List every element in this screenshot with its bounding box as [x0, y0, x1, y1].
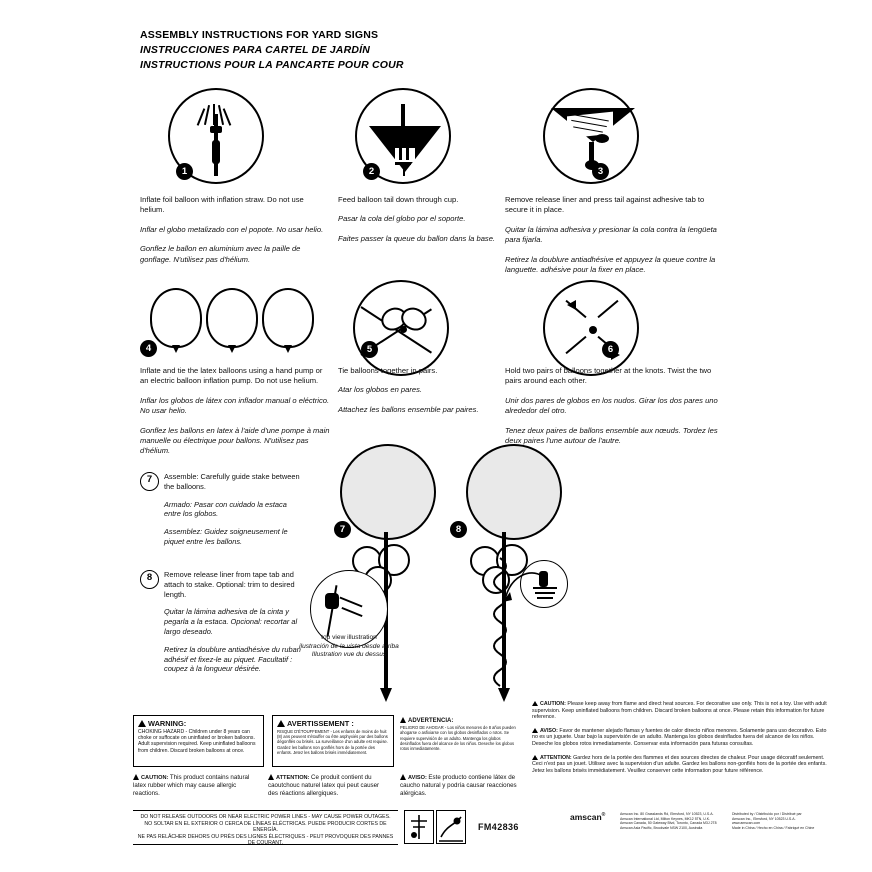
caution-triangle-icon-fr [268, 774, 274, 780]
caution-title-en: CAUTION: [141, 775, 169, 781]
right-aviso-triangle-icon [532, 728, 538, 733]
right-caution-triangle-icon [532, 701, 538, 706]
caution-title-es: AVISO: [408, 775, 427, 781]
electrical-warning-box [133, 810, 398, 845]
step-4-en: Inflate and tie the latex balloons using a hand pump or an electric balloon inflation pump. Do not use helium. [140, 366, 323, 386]
step-1-caption [140, 195, 325, 274]
right-attention-triangle-icon [532, 755, 538, 760]
step-8-es: Quitar la lámina adhesiva de la cinta y pegarla a la estaca. Opcional: recortar al largo deseado. [164, 607, 298, 636]
warning-title-fr: AVERTISSEMENT : [277, 719, 389, 728]
step-5-caption [338, 366, 498, 424]
step-4-es: Inflar los globos de látex con inflador manual o eléctrico. No usar helio. [140, 395, 330, 416]
step-8-caption [164, 570, 304, 682]
latex-balloon-1 [150, 288, 202, 348]
step-2-fr: Faites passer la queue du ballon dans la base. [338, 233, 496, 243]
warning-triangle-icon [138, 720, 146, 727]
assembly-marker-7: 7 [334, 521, 351, 538]
step-7-caption [164, 472, 304, 555]
caution-triangle-icon-en [133, 774, 139, 780]
step-3-illustration [543, 88, 639, 184]
step-1-en: Inflate foil balloon with inflation straw. Do not use helium. [140, 195, 304, 215]
brand-logo [570, 812, 605, 822]
step-6-fr: Tenez deux paires de ballons ensemble aux nœuds. Tordez les deux paires l'une autour de l'autre. [505, 425, 718, 446]
step-4-caption [140, 366, 330, 466]
step-6-es: Unir dos pares de globos en los nudos. Girar los dos pares uno alrededor del otro. [505, 395, 718, 416]
step-7-es: Armado: Pasar con cuidado la estaca entre los globos. [164, 499, 287, 519]
assembly-marker-8: 8 [450, 521, 467, 538]
step-5-illustration [353, 280, 449, 376]
step-8-badge: 8 [140, 570, 159, 589]
brand-name: amscan [570, 812, 602, 822]
warning-box-en [133, 715, 264, 767]
warning-body-en: CHOKING HAZARD - Children under 8 years can choke or suffocate on uninflated or broken balloons. Adult supervision required. Keep uninflated balloons from children. Discard broken balloons at once. [138, 729, 256, 754]
step-1-fr: Gonflez le ballon en aluminium avec la paille de gonflage. N'utilisez pas d'hélium. [140, 244, 301, 264]
right-note-aviso: AVISO: Favor de mantener alejado flamas y fuentes de calor directo niños menores. Solamente para uso decorativo. Esto no es un juguete. Usar bajo la supervisión de un adulto. Mantenga los globos desinflados fuera del alcance de los niños. Deseche los globos rotos inmediatamente. Conservar esta información para futuras consultas. [532, 727, 827, 747]
caution-body-fr: Ce produit contient du caoutchouc naturel latex qui peut causer des réactions allergiques. [268, 774, 380, 798]
top-view-label-es: ilustración de la vista desde arriba [299, 642, 399, 650]
step-6-illustration [543, 280, 639, 376]
warning-title-es: ADVERTENCIA: [400, 716, 518, 725]
step-3-badge: 3 [592, 163, 609, 180]
warning-box-es [400, 716, 518, 751]
caution-fr [268, 773, 390, 799]
step-3-en: Remove release liner and press tail against adhesive tab to secure it in place. [505, 195, 705, 215]
step-7-fr: Assemblez: Guidez soigneusement le piquet entre les ballons. [164, 527, 288, 546]
step-5-es: Atar los globos en pares. [338, 385, 423, 395]
caution-body-es: Este producto contiene látex de caucho natural y podría causar reacciones alérgicas. [400, 774, 517, 798]
step-2-es: Pasar la cola del globo por el soporte. [338, 214, 466, 224]
step-6-en: Hold two pairs of balloons together at the knots. Twist the two pairs around each other. [505, 366, 712, 386]
right-note-caution: CAUTION: Please keep away from flame and direct heat sources. For decorative use only. This is not a toy. Use with adult supervision. Keep uninflated balloons from children. Discard broken balloons at once. Please retain this information for future reference. [532, 701, 827, 721]
step-5-badge: 5 [361, 341, 378, 358]
page-title [140, 28, 660, 73]
warning-triangle-icon-es [400, 717, 406, 723]
caution-title-fr: ATTENTION: [276, 775, 310, 781]
caution-triangle-icon-es [400, 774, 406, 780]
brand-address-right: Distributed by / Distribuido por / Distribué par Amscan Inc., Elmsford, NY 10523 U.S.A. www.amscan.com Made in China / Hecho en China / Fabriqué en Chine [732, 812, 815, 830]
brand-address-left: Amscan Inc. 80 Grasslands Rd, Elmsford, NY 10523, U.S.A. Amscan International Ltd, Milton Keynes, MK12 5TN, U.K. Amscan Canada, 50 Gateway Blvd, Toronto, Canada M3J 2T8 Amscan Asia Pacific, Brookvale NSW 2100, Australia [620, 812, 717, 830]
caution-body-en: This product contains natural latex rubber which may cause allergic reactions. [133, 774, 250, 798]
top-view-label-fr: Illustration vue du dessus [311, 651, 387, 659]
step-4-fr: Gonflez les ballons en latex à l'aide d'une pompe à main manuelle ou électrique pour ballons. N'utilisez pas d'hélium. [140, 425, 330, 456]
step-6-caption [505, 366, 720, 455]
powerline-icon-1 [404, 810, 434, 844]
warning-body-fr: RISQUE D'ÉTOUFFEMENT - Les enfants de moins de huit (8) ans peuvent s'étouffer ou être asphyxiés par des ballons dégonflés ou brisés. La surveillance d'un adulte est requise. Gardez les ballons non gonflés hors de la portée des enfants. Jetez les ballons brisés immédiatement. [277, 729, 388, 755]
top-view-label-en: top view illustration [321, 634, 377, 641]
step-2-en: Feed balloon tail down through cup. [338, 195, 459, 204]
powerline-icon-2 [436, 810, 466, 844]
step-1-es: Inflar el globo metalizado con el popote. No usar helio. [140, 224, 324, 234]
assembly-stake-left-tip [380, 688, 392, 702]
tape-arrow-icon [500, 570, 544, 604]
step-4-badge: 4 [140, 340, 157, 357]
title-line-en: ASSEMBLY INSTRUCTIONS FOR YARD SIGNS [140, 29, 379, 41]
caution-es [400, 773, 522, 799]
warning-body-es: PELIGRO DE AHOGAR - Los niños menores de 8 años pueden ahogarse o asfixiarse con los globos desinflados o rotos. Se requiere supervisión de un adulto. Mantenga los globos desinflados fuera del alcance de los niños. Deseche los globos rotos inmediatamente. [400, 725, 516, 752]
step-5-en: Tie balloons together in pairs. [338, 366, 438, 375]
top-view-label [288, 634, 410, 660]
title-line-es: INSTRUCCIONES PARA CARTEL DE JARDÍN [140, 44, 371, 56]
right-notes [532, 700, 832, 780]
warning-triangle-icon-fr [277, 720, 285, 727]
assembly-foil-balloon-right [466, 444, 562, 540]
step-2-caption [338, 195, 503, 253]
title-line-fr: INSTRUCTIONS POUR LA PANCARTE POUR COUR [140, 59, 404, 71]
latex-balloon-3 [262, 288, 314, 348]
electrical-warning-en: DO NOT RELEASE OUTDOORS OR NEAR ELECTRIC POWER LINES - MAY CAUSE POWER OUTAGES. [140, 814, 391, 820]
step-2-badge: 2 [363, 163, 380, 180]
step-7-badge: 7 [140, 472, 159, 491]
electrical-warning-es: NO SOLTAR EN EL EXTERIOR O CERCA DE LÍNEAS ELÉCTRICAS. PUEDE PRODUCIR CORTES DE ENERGÍA. [144, 820, 387, 834]
brand-registered-icon: ® [601, 812, 606, 819]
warning-box-fr [272, 715, 394, 767]
step-3-caption [505, 195, 720, 284]
step-1-badge: 1 [176, 163, 193, 180]
caution-en [133, 773, 251, 799]
step-3-fr: Retirez la doublure antiadhésive et appuyez la queue contre la languette. adhésive pour la fixer en place. [505, 254, 716, 275]
electrical-warning-fr: NE PAS RELÂCHER DEHORS OU PRÈS DES LIGNES ÉLECTRIQUES - PEUT PROVOQUER DES PANNES DE COURANT. [137, 833, 394, 847]
product-code: FM42836 [478, 822, 519, 832]
latex-balloon-2 [206, 288, 258, 348]
right-note-attention: ATTENTION: Gardez hors de la portée des flammes et des sources directes de chaleur. Pour usage décoratif seulement. Ceci n'est pas un jouet. Utilisez avec la supervision d'un adulte. Gardez les ballons non-gonflés hors de la portée des enfants. Jetez les ballons brisés immédiatement. Veuillez conserver cette information pour future référence. [532, 754, 827, 774]
step-7-en: Assemble: Carefully guide stake between the balloons. [164, 472, 300, 491]
assembly-foil-balloon-left [340, 444, 436, 540]
step-6-badge: 6 [602, 341, 619, 358]
step-3-es: Quitar la lámina adhesiva y presionar la cola contra la lengüeta para fijarla. [505, 224, 717, 245]
step-8-fr: Retirez la doublure antiadhésive du ruban adhésif et fixez-le au piquet. Facultatif : coupez à la longueur désirée. [164, 644, 301, 674]
warning-title-en: WARNING: [138, 719, 259, 728]
step-5-fr: Attachez les ballons ensemble par paires. [338, 404, 479, 414]
step-8-en: Remove release liner from tape tab and attach to stake. Optional: trim to desired length. [164, 570, 295, 599]
